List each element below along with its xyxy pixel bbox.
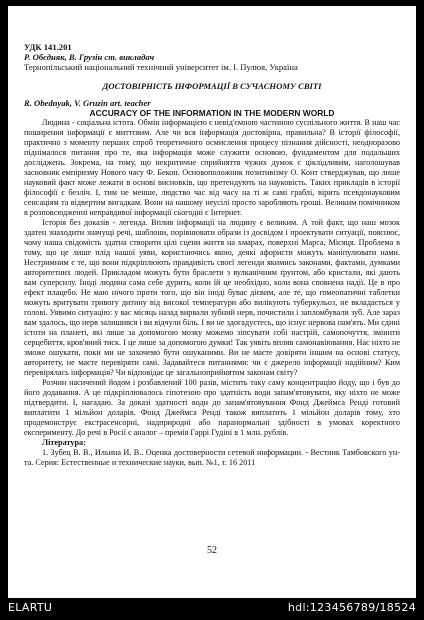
footer-repository-label: ELARTU xyxy=(8,601,53,614)
affiliation: Тернопільський національний технічний університет ім. І. Пулюя, Україна xyxy=(24,62,298,72)
page-number: 52 xyxy=(207,545,217,556)
udc-code: УДК 141.201 xyxy=(24,42,72,52)
references-heading: Література: xyxy=(42,438,86,447)
body-paragraph-1: Людина - соціальна істота. Обмін інформацією є невід'ємною частиною суспільного життя. В наш час поширення інформації є миттєвим. Але чи вся інформація достовірна, правильна? В історії філософії, практично з моменту перших спроб теоретичного осмислення процесу пізнання дійсності, неодноразово піднімалося питання про те, яка інформація може служити основою, фундаментом для подальших досліджень. Зокрема, на тому, що некритичне сприйняття чужих думок є ціклідливим, наголошував засновник емпіризму Нового часу Ф. Бекон. Основоположник позитивізму О. Конт стверджував, що лише науковий факт може лежати в основі висновків, що претендують на науковість. Таких прикладів в історії філософії є безліч. І, тим не менше, людство час від часу на ті ж самі граблі, вірить псевдонауковим сенсаціям та відвертим вигадкам. Вони на нашому неусілі просто заробляють гроші. Великим помічником в розповсюдженні неправдивої інформації сьогодні є Інтернет. xyxy=(24,118,400,217)
body-paragraph-2: Історія без доказів - легенда. Вплив інформації на людину є великим. А той факт, що наш мозок здатен знаходити значущі речі, шаблони, порівнювати образи із досвідом і проектувати ситуації, пояснює, чому наша свідомість здатна створити цілі сцени життя на хмарах, поверхні Марса, Місяця. Проблема в тому, що це лише плід нашої уяви, користаючись якою, деякі афористи можуть маніпулювати нами. Нестримним є те, що вони підкріплюють правдивість своєї легенди якимись законами, фактами, думками авторитетних людей. Прикладом можуть бути браслети з вулканічним ґрунтом, або кристали, які дають вам суперсилу. Іноді людина сама себе дурить, коли їй це необхідно, коли вона сповнена надії. Це в про ефект плацебо. Не маю нічого проти того, що він іноді буває дієвим, але те, що гомеопатичні таблетки можуть вритувати тривогу дитину від високої температури або вилікують туберкульоз, не вкладається у голові. Уявимо ситуацію: у вас місяць назад вирвали зубний нерв, почистили і запломбували зуб. Але зараз вам здалось, що нерв залишився і ви відчули біль. І ви не здогадуєтесь, що існує нервова пам'ять. Ми єдині істоти на планеті, які лише за допомогою мозку можемо зіпсувати собі настрій, самопочуття, змінити серцебиття, кров'яний тиск. І це лише за допомогою думки! Так уявіть вплив самонавіювання. Нас ніхто не зможе ошукати, поки ми не захочемо бути ошуканими. Ви не маєте довіряти іншим на основі статусу, авторитету, не маєте перевіряти самі. Задавайтеся питаннями: чи є джерело інформації надійним? Ким перевірялась інформація? Чи відповідає це загальноприйнятим законам світу? xyxy=(24,218,400,377)
article-content xyxy=(24,42,400,468)
authors-ua: Р. Обєдняк, В. Грузін ст. викладач xyxy=(24,52,155,62)
reference-item: 1. Зубец В. В., Ильина И. В.. Оценка достоверности сетевой информации. - Вестник Тамбовского ун-та. Серия: Естественные и технические науки, вып. №1, т. 16 2011 xyxy=(24,448,400,467)
article-title-en: ACCURACY OF THE INFORMATION IN THE MODERN WORLD xyxy=(89,108,335,118)
article-title-ua: ДОСТОВІРНІСТЬ ІНФОРМАЦІЇ В СУЧАСНОМУ СВІТІ xyxy=(102,81,322,91)
body-paragraph-3: Розчин насичений йодом і розбавлений 100 разів, містить таку саму концентрацію йоду, що і був до його додавання. А це підкріплювалось гіпотезою про здатність води запам'ятовувати, яку ніхто не може підтвердити. І, нагадаю. За доказі здатності води до запам'ятовування Фонд Джеймса Ренді готовий виплатити 1 мільйон доларів. Фонд Джеймса Ренді також виплатить 1 мільйон доларів тому, хто продемонструє екстрасенсорні, надприродні або паранормальні здібності в умовах коректного експерименту. До речі в Росії є аналог – премія Гаррі Гудіні в 1 млн. рублів. xyxy=(24,378,400,437)
authors-en: R. Obednyak, V. Gruzin art. teacher xyxy=(24,98,151,108)
document-page xyxy=(8,6,416,598)
footer-handle: hdl:123456789/18524 xyxy=(287,601,416,614)
